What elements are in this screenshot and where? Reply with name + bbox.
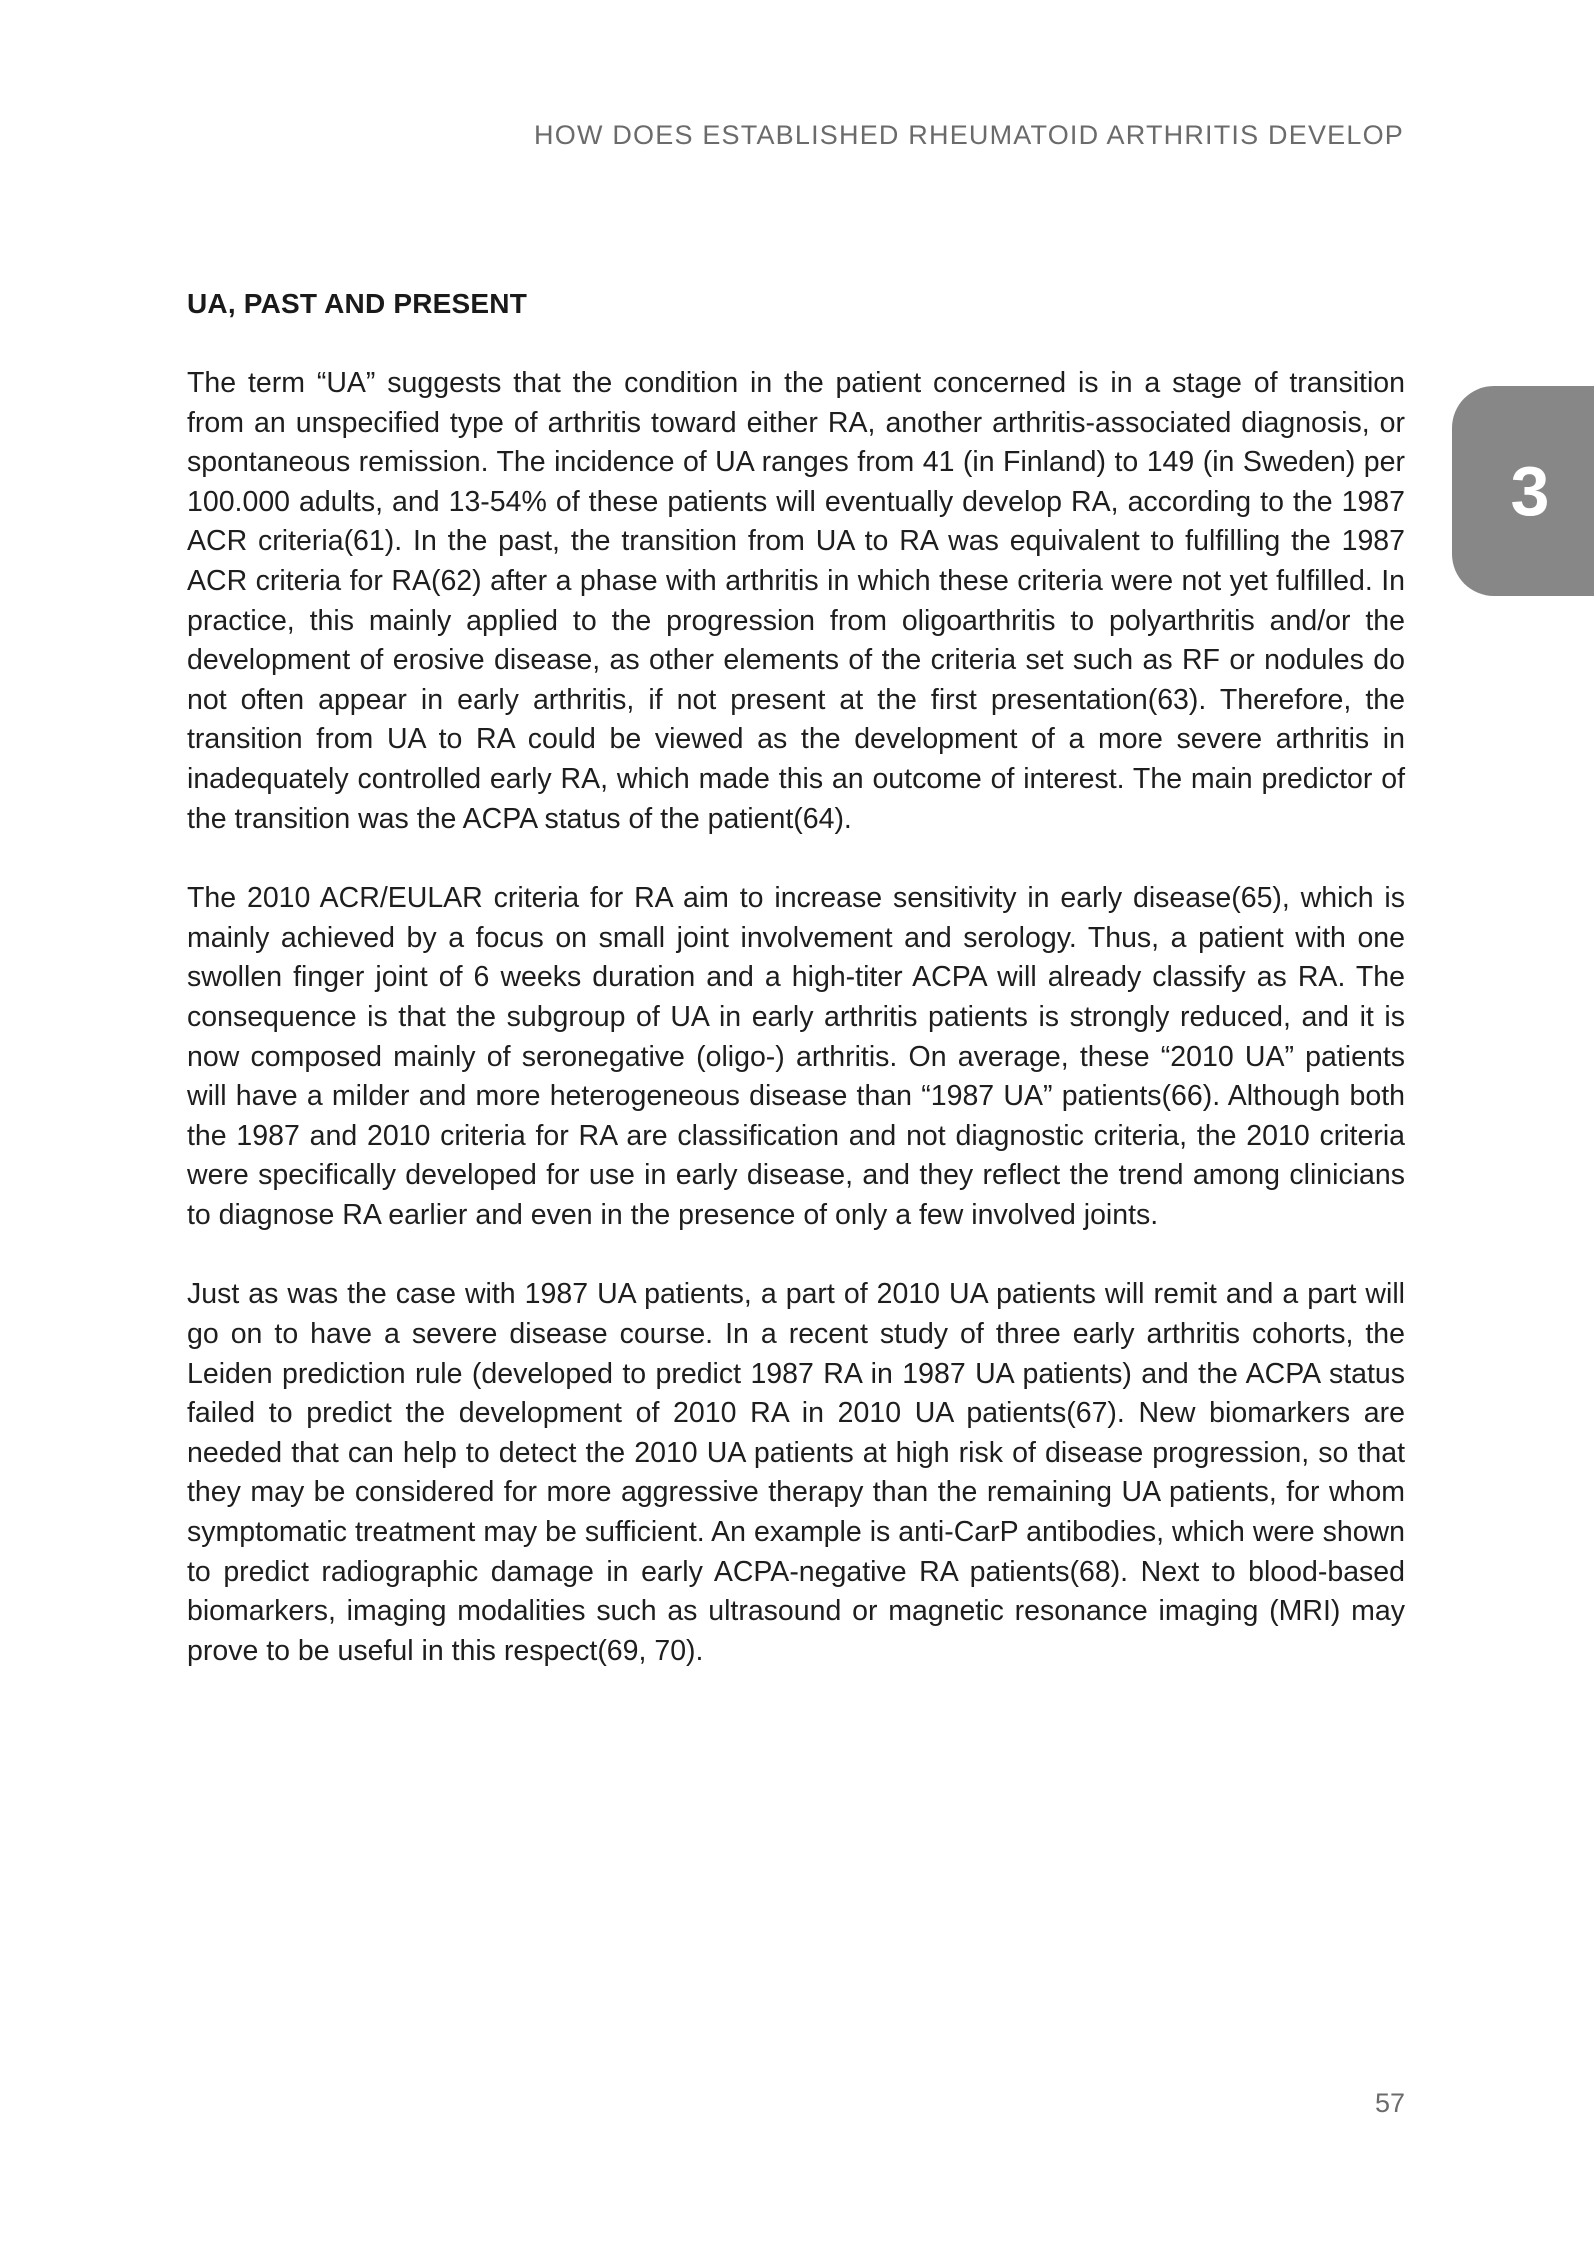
body-paragraph-1: The term “UA” suggests that the condition in the patient concerned is in a stage of transition from an unspecified type of arthritis toward either RA, another arthritis-associated diagnosis, or spontaneous remission. The incidence of UA ranges from 41 (in Finland) to 149 (in Sweden) per 100.000 adults, and 13-54% of these patients will eventually develop RA, according to the 1987 ACR criteria(61). In the past, the transition from UA to RA was equivalent to fulfilling the 1987 ACR criteria for RA(62) after a phase with arthritis in which these criteria were not yet fulfilled. In practice, this mainly applied to the progression from oligoarthritis to polyarthritis and/or the development of erosive disease, as other elements of the criteria set such as RF or nodules do not often appear in early arthritis, if not present at the first presentation(63). Therefore, the transition from UA to RA could be viewed as the development of a more severe arthritis in inadequately controlled early RA, which made this an outcome of interest. The main predictor of the transition was the ACPA status of the patient(64). (187, 367, 1405, 835)
chapter-number: 3 (1510, 452, 1550, 530)
section-heading: UA, PAST AND PRESENT (187, 288, 528, 319)
page-number: 57 (1374, 2088, 1405, 2118)
running-header: HOW DOES ESTABLISHED RHEUMATOID ARTHRITIS DEVELOP (534, 120, 1404, 150)
page-body (187, 288, 1405, 1711)
chapter-tab (1452, 386, 1594, 596)
body-paragraph-2: The 2010 ACR/EULAR criteria for RA aim to increase sensitivity in early disease(65), which is mainly achieved by a focus on small joint involvement and serology. Thus, a patient with one swollen finger joint of 6 weeks duration and a high-titer ACPA will already classify as RA. The consequence is that the subgroup of UA in early arthritis patients is strongly reduced, and it is now composed mainly of seronegative (oligo-) arthritis. On average, these “2010 UA” patients will have a milder and more heterogeneous disease than “1987 UA” patients(66). Although both the 1987 and 2010 criteria for RA are classification and not diagnostic criteria, the 2010 criteria were specifically developed for use in early disease, and they reflect the trend among clinicians to diagnose RA earlier and even in the presence of only a few involved joints. (187, 882, 1405, 1231)
body-paragraph-3: Just as was the case with 1987 UA patients, a part of 2010 UA patients will remit and a part will go on to have a severe disease course. In a recent study of three early arthritis cohorts, the Leiden prediction rule (developed to predict 1987 RA in 1987 UA patients) and the ACPA status failed to predict the development of 2010 RA in 2010 UA patients(67). New biomarkers are needed that can help to detect the 2010 UA patients at high risk of disease progression, so that they may be considered for more aggressive therapy than the remaining UA patients, for whom symptomatic treatment may be sufficient. An example is anti-CarP antibodies, which were shown to predict radiographic damage in early ACPA-negative RA patients(68). Next to blood-based biomarkers, imaging modalities such as ultrasound or magnetic resonance imaging (MRI) may prove to be useful in this respect(69, 70). (187, 1278, 1405, 1667)
